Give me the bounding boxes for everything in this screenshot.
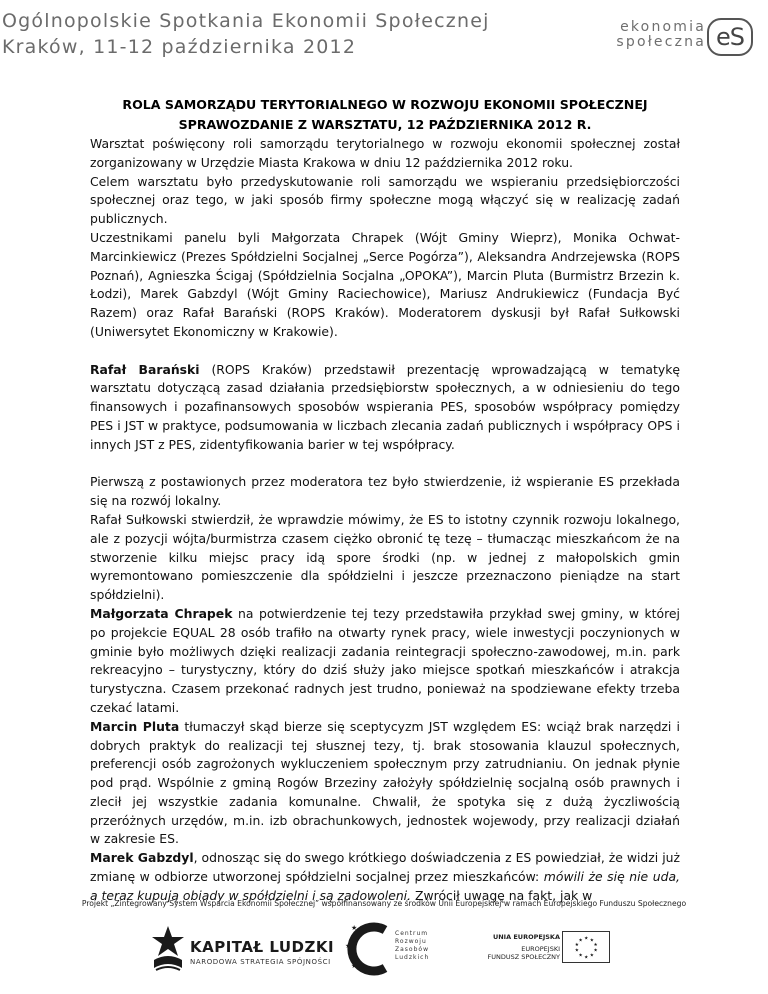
paragraph-sulkowski: Rafał Sułkowski stwierdził, że wprawdzie mówimy, że ES to istotny czynnik rozwoju lokalnego, ale z pozycji wójta/burmistrza czasem ciężko obronić tę tezę – tłumacząc mieszkańcom że na stworzenie kilku miejsc pracy idą spore środki (np. w jednej z małopolskich gmin wyremontowano pomieszczenie dla spółdzielni i jeszcze przeznaczono pieniądze na start spółdzielni).	[90, 511, 680, 603]
footer-project-text: Projekt „Zintegrowany System Wsparcia Ekonomii Społecznej” współfinansowany ze środków Unii Europejskiej w ramach Europejskiego Funduszu Społecznego	[81, 899, 687, 908]
es-logo-icon: eS	[707, 18, 753, 56]
crzl-logo	[345, 918, 435, 980]
svg-text:★: ★	[578, 953, 583, 959]
event-title-line2: Kraków, 11-12 października 2012	[2, 36, 357, 58]
paragraph-intro: Warsztat poświęcony roli samorządu terytorialnego w rozwoju ekonomii społecznej został zorganizowany w Urzędzie Miasta Krakowa w dniu 12 października 2012 roku.	[90, 136, 680, 170]
kl-subtitle: NARODOWA STRATEGIA SPÓJNOŚCI	[190, 958, 331, 966]
svg-text:★: ★	[593, 943, 598, 949]
kapital-ludzki-icon	[148, 920, 188, 978]
svg-text:★: ★	[574, 943, 579, 949]
speaker-name: Rafał Barański	[90, 361, 200, 377]
paragraph-baranski	[90, 361, 680, 455]
svg-text:★: ★	[574, 948, 579, 954]
crzl-icon	[345, 918, 395, 980]
speaker-name: Małgorzata Chrapek	[90, 605, 233, 621]
svg-text:★: ★	[345, 942, 352, 950]
paragraph-pluta	[90, 718, 680, 850]
kapital-ludzki-logo	[148, 920, 335, 978]
paragraph-text: na potwierdzenie tej tezy przedstawiła przykład swej gminy, w której po projekcie EQUAL 28 osób trafiło na otwarty rynek pracy, wiele inwestycji poczynionych w gminie było możliwych dzięki realizacji zadania reintegracji społeczno-zawodowej, m.in. park rekreacyjno – turystyczny, który do dziś służy jako miejsce spotkań mieszkańców i atrakcja turystyczna. Czasem przekonać radnych jest trudno, ponieważ na spodziewane efekty trzeba czekać latami.	[90, 605, 680, 715]
svg-text:★: ★	[584, 955, 589, 961]
eu-line3: FUNDUSZ SPOŁECZNY	[487, 953, 560, 961]
eu-line2: EUROPEJSKI	[521, 945, 560, 953]
crzl-word: Centrum	[395, 930, 429, 937]
paragraph-text: , odnosząc się do swego krótkiego doświadczenia z ES powiedział, że widzi już zmianę w odbiorze utworzonej spółdzielni socjalnej przez mieszkańców:	[90, 850, 680, 885]
eu-logo	[470, 925, 610, 980]
speaker-name: Marcin Pluta	[90, 718, 180, 734]
crzl-word: Rozwoju	[395, 938, 427, 945]
document-title: ROLA SAMORZĄDU TERYTORIALNEGO W ROZWOJU EKONOMII SPOŁECZNEJ	[122, 97, 648, 112]
paragraph-text: (ROPS Kraków) przedstawił prezentację wprowadzającą w tematykę warsztatu dotyczącą zasad działania przedsiębiorstw społecznych, a w odniesieniu do tego finansowych i pozafinansowych sposobów wspierania PES, sposobów współpracy pomiędzy PES i JST w praktyce, podsumowania w liczbach zlecania zadań publicznych i współpracy OPS i innych JST z PES, zidentyfikowania barier w tej współpracy.	[90, 361, 680, 452]
quote: mówili że się nie uda, a teraz kupują obiady w spółdzielni i są zadowoleni.	[90, 869, 680, 903]
es-logo-word1: ekonomia	[620, 19, 706, 35]
page-header	[0, 0, 768, 75]
paragraph-goal: Celem warsztatu było przedyskutowanie roli samorządu we wspieraniu przedsiębiorczości społecznej oraz tego, w jaki sposób firmy społeczne mogą włączyć się w realizację zadań publicznych.	[90, 173, 680, 227]
paragraph-chrapek	[90, 605, 680, 718]
event-title-line1: Ogólnopolskie Spotkania Ekonomii Społecznej	[2, 10, 490, 32]
paragraph-thesis: Pierwszą z postawionych przez moderatora tez było stwierdzenie, iż wspieranie ES przekłada się na rozwój lokalny.	[90, 474, 680, 509]
paragraph-gabzdyl	[90, 849, 680, 905]
svg-text:★: ★	[589, 953, 594, 959]
crzl-word: Ludzkich	[395, 954, 430, 961]
svg-text:★ ★: ★ ★	[351, 924, 366, 932]
kl-title: KAPITAŁ LUDZKI	[190, 938, 335, 956]
svg-text:★: ★	[589, 938, 594, 944]
speaker-name: Marek Gabzdyl	[90, 850, 194, 866]
document-body	[90, 95, 680, 906]
es-logo-word2: społeczna	[616, 34, 706, 50]
crzl-word: Zasobów	[395, 946, 429, 953]
svg-text:★: ★	[578, 938, 583, 944]
svg-text:★ ★: ★ ★	[351, 962, 366, 970]
svg-text:★: ★	[584, 936, 589, 942]
paragraph-text: Zwrócił uwagę na fakt, jak w	[411, 887, 593, 903]
eu-flag-icon	[562, 931, 610, 963]
document-subtitle: SPRAWOZDANIE Z WARSZTATU, 12 PAŹDZIERNIKA 2012 R.	[178, 117, 592, 132]
eu-line1: UNIA EUROPEJSKA	[492, 933, 560, 941]
es-logo-text	[611, 20, 706, 50]
paragraph-participants: Uczestnikami panelu byli Małgorzata Chrapek (Wójt Gminy Wieprz), Monika Ochwat-Marcinkiewicz (Prezes Spółdzielni Socjalnej „Serce Pogórza”), Aleksandra Andrzejewska (ROPS Poznań), Agnieszka Ścigaj (Spółdzielnia Socjalna „OPOKA”), Marcin Pluta (Burmistrz Brzezin k. Łodzi), Marek Gabzdyl (Wójt Gminy Raciechowice), Mariusz Andrukiewicz (Fundacja Być Razem) oraz Rafał Barański (ROPS Kraków). Moderatorem dyskusji był Rafał Sułkowski (Uniwersytet Ekonomiczny w Krakowie).	[90, 229, 680, 339]
paragraph-text: tłumaczył skąd bierze się sceptycyzm JST względem ES: wciąż brak narzędzi i dobrych praktyk do realizacji tej słusznej tezy, tj. brak stosowania klauzul społecznych, preferencji osób zagrożonych wykluczeniem społecznym przy zatrudnianiu. On jednak płynie pod prąd. Wspólnie z gminą Rogów Brzeziny założyły spółdzielnię socjalną osób prawnych i zlecił jej wszystkie zadania komunalne. Chwalił, że spotyka się z dużą życzliwością przeróżnych urzędów, m.in. izb obrachunkowych, jednostek wojewody, przy realizacji działań w zakresie ES.	[90, 718, 680, 847]
svg-text:★: ★	[593, 948, 598, 954]
